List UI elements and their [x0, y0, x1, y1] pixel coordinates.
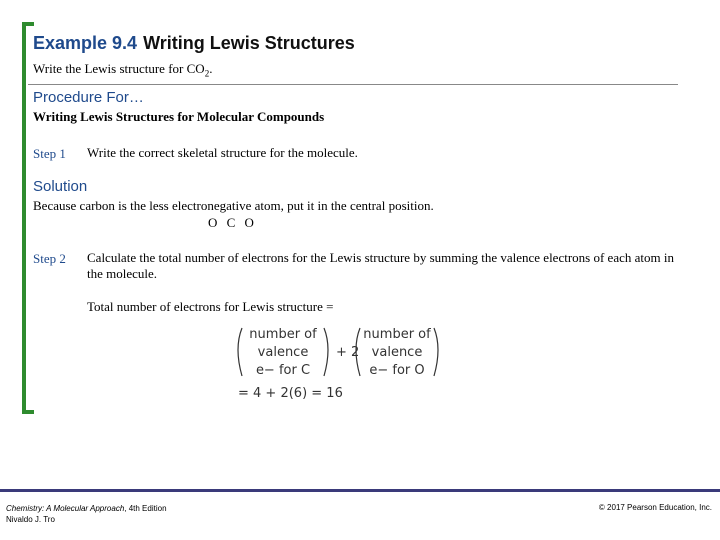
prompt-end: . [209, 61, 213, 76]
step-1-label: Step 1 [33, 146, 66, 161]
section-divider [28, 84, 678, 85]
example-label: Example 9.4 [33, 33, 138, 53]
right-paren-2 [434, 328, 438, 376]
footer-citation [6, 503, 167, 525]
footer-bar [0, 489, 720, 492]
step-2-label: Step 2 [33, 251, 66, 266]
footer-copyright: © 2017 Pearson Education, Inc. [598, 503, 712, 512]
example-name: Writing Lewis Structures [143, 33, 355, 53]
term1-line3: e− for C [255, 363, 311, 378]
total-electrons-intro: Total number of electrons for Lewis structure = [87, 299, 334, 314]
right-paren-1 [324, 328, 328, 376]
footer-edition: , 4th Edition [124, 504, 167, 513]
term2-line3: e− for O [369, 363, 425, 378]
procedure-title: Writing Lewis Structures for Molecular Compounds [33, 109, 325, 124]
term1-line2: valence [257, 345, 309, 360]
footer-author: Nivaldo J. Tro [6, 515, 55, 524]
solution-text: Because carbon is the less electronegative atom, put it in the central position. [33, 198, 434, 213]
electron-equation [232, 318, 442, 403]
footer-book-title: Chemistry: A Molecular Approach [6, 504, 125, 513]
prompt-text: Write the Lewis structure for CO [33, 61, 205, 76]
example-title [33, 33, 355, 54]
step-2-text: Calculate the total number of electrons for the Lewis structure by summing the valence electrons of each atom in the molecule. [87, 250, 674, 281]
procedure-heading: Procedure For… [33, 89, 144, 106]
term2-line1: number of [363, 327, 431, 342]
skeletal-structure: O C O [208, 215, 257, 230]
term2-line2: valence [371, 345, 423, 360]
problem-prompt [33, 61, 212, 79]
left-paren-1 [238, 328, 242, 376]
step-1-label-wrap [33, 145, 66, 163]
example-bracket [22, 22, 34, 414]
solution-heading: Solution [33, 178, 88, 195]
term1-line1: number of [249, 327, 317, 342]
prompt-subscript: 2 [204, 68, 210, 79]
step-2-label-wrap [33, 250, 66, 268]
equation-result: = 4 + 2(6) = 16 [238, 386, 343, 401]
step-1-text: Write the correct skeletal structure for the molecule. [87, 145, 358, 160]
equation-operator: + 2 [336, 345, 360, 360]
